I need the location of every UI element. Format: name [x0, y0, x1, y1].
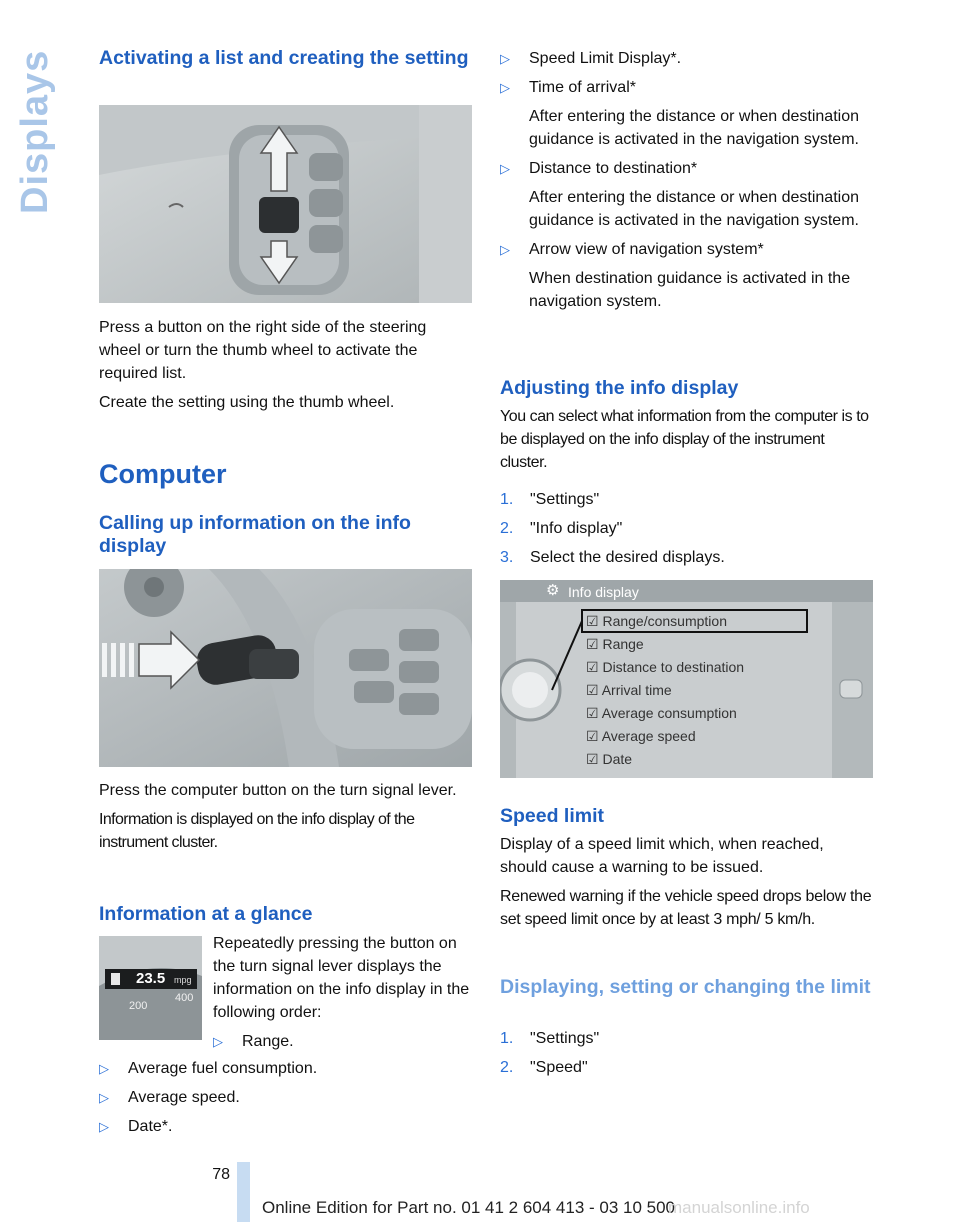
gauge-tick-200: 200	[129, 1000, 148, 1012]
checkbox-checked-icon: ☑	[586, 682, 599, 698]
bullet-triangle-icon: ▷	[99, 1119, 109, 1134]
footer-accent-bar	[237, 1162, 250, 1222]
heading-adjusting-info-display: Adjusting the info display	[500, 377, 739, 399]
paragraph-speed-limit: Display of a speed limit which, when reached, should cause a warning to be issued.	[500, 836, 824, 876]
checkbox-checked-icon: ☑	[586, 659, 599, 675]
display-item: ▷ Speed Limit Display*.	[500, 47, 873, 70]
step-item: 2. "Speed"	[500, 1059, 588, 1076]
step-item: 1. "Settings"	[500, 1030, 600, 1047]
watermark-site: manualsonline.info	[668, 1198, 810, 1217]
order-item: ▷ Date*.	[99, 1115, 472, 1138]
edition-note: Online Edition for Part no. 01 41 2 604 413 - 03 10 500	[262, 1198, 676, 1217]
display-item: ▷ Arrow view of navigation system* When destination guidance is activated in the navigation system.	[500, 238, 873, 313]
bullet-triangle-icon: ▷	[500, 161, 510, 176]
bullet-triangle-icon: ▷	[500, 51, 510, 66]
checkbox-checked-icon: ☑	[586, 705, 599, 721]
screen-item: ☑ Arrival time	[586, 682, 672, 698]
info-display-figure	[99, 936, 202, 1040]
paragraph-renewed-warning: Renewed warning if the vehicle speed drops below the set speed limit once by at least 3 mph/ 5 km/h.	[500, 888, 872, 928]
screen-title: Info display	[568, 584, 639, 600]
display-item-note: After entering the distance or when destination guidance is activated in the navigation system.	[529, 189, 859, 229]
info-display-screen-figure	[500, 580, 873, 778]
fuel-unit: mpg	[174, 975, 192, 985]
heading-info-at-glance: Information at a glance	[99, 903, 313, 925]
bullet-triangle-icon: ▷	[500, 242, 510, 257]
fuel-value: 23.5	[136, 970, 166, 987]
chapter-side-tab	[14, 44, 60, 214]
bullet-triangle-icon: ▷	[500, 80, 510, 95]
heading-calling-up-info: Calling up information on the info display	[99, 512, 411, 557]
gauge-tick-400: 400	[175, 992, 194, 1004]
bullet-triangle-icon: ▷	[213, 1034, 223, 1049]
step-item: 2. "Info display"	[500, 520, 623, 537]
screen-item-list	[586, 611, 816, 772]
step-item: 3. Select the desired displays.	[500, 549, 725, 566]
screen-title-gear-icon: ⚙	[546, 582, 560, 599]
chapter-title: Displays	[14, 49, 56, 214]
order-item: ▷ Average speed.	[99, 1086, 472, 1109]
display-item-note: After entering the distance or when destination guidance is activated in the navigation system.	[529, 108, 859, 148]
heading-speed-limit: Speed limit	[500, 805, 605, 827]
checkbox-checked-icon: ☑	[586, 751, 599, 767]
turn-signal-lever-figure	[99, 569, 472, 767]
display-item: ▷ Time of arrival* After entering the distance or when destination guidance is activated in the navigation system.	[500, 76, 873, 151]
paragraph-select-info: You can select what information from the computer is to be displayed on the info display of the instrument cluster.	[500, 408, 869, 471]
steering-wheel-figure	[99, 105, 472, 303]
step-item: 1. "Settings"	[500, 491, 600, 508]
checkbox-checked-icon: ☑	[586, 613, 599, 629]
display-item-note: When destination guidance is activated in the navigation system.	[529, 270, 851, 310]
checkbox-checked-icon: ☑	[586, 728, 599, 744]
heading-activating-list: Activating a list and creating the setting	[99, 47, 469, 69]
checkbox-checked-icon: ☑	[586, 636, 599, 652]
screen-item: ☑ Distance to destination	[586, 659, 745, 675]
paragraph-create-setting: Create the setting using the thumb wheel.	[99, 394, 395, 411]
screen-item: ☑ Average speed	[586, 728, 696, 744]
screen-item: ☑ Date	[586, 751, 633, 767]
screen-item: ☑ Range	[586, 636, 644, 652]
screen-item: ☑ Range/consumption	[586, 613, 727, 629]
bullet-triangle-icon: ▷	[99, 1061, 109, 1076]
page-number: 78	[212, 1166, 230, 1183]
order-item: ▷ Range.	[213, 1030, 473, 1053]
order-item: ▷ Average fuel consumption.	[99, 1057, 472, 1080]
display-item: ▷ Distance to destination* After entering the distance or when destination guidance is activated in the navigation system.	[500, 157, 873, 232]
screen-item: ☑ Average consumption	[586, 705, 737, 721]
paragraph-repeatedly-pressing: Repeatedly pressing the button on the turn signal lever displays the information on the info display in the following order:	[213, 935, 470, 1021]
paragraph-press-computer: Press the computer button on the turn signal lever.	[99, 782, 457, 799]
paragraph-press-button: Press a button on the right side of the steering wheel or turn the thumb wheel to activate the required list.	[99, 319, 427, 382]
bullet-triangle-icon: ▷	[99, 1090, 109, 1105]
heading-displaying-limit: Displaying, setting or changing the limit	[500, 976, 871, 998]
heading-computer: Computer	[99, 459, 227, 489]
paragraph-info-displayed: Information is displayed on the info display of the instrument cluster.	[99, 811, 415, 851]
